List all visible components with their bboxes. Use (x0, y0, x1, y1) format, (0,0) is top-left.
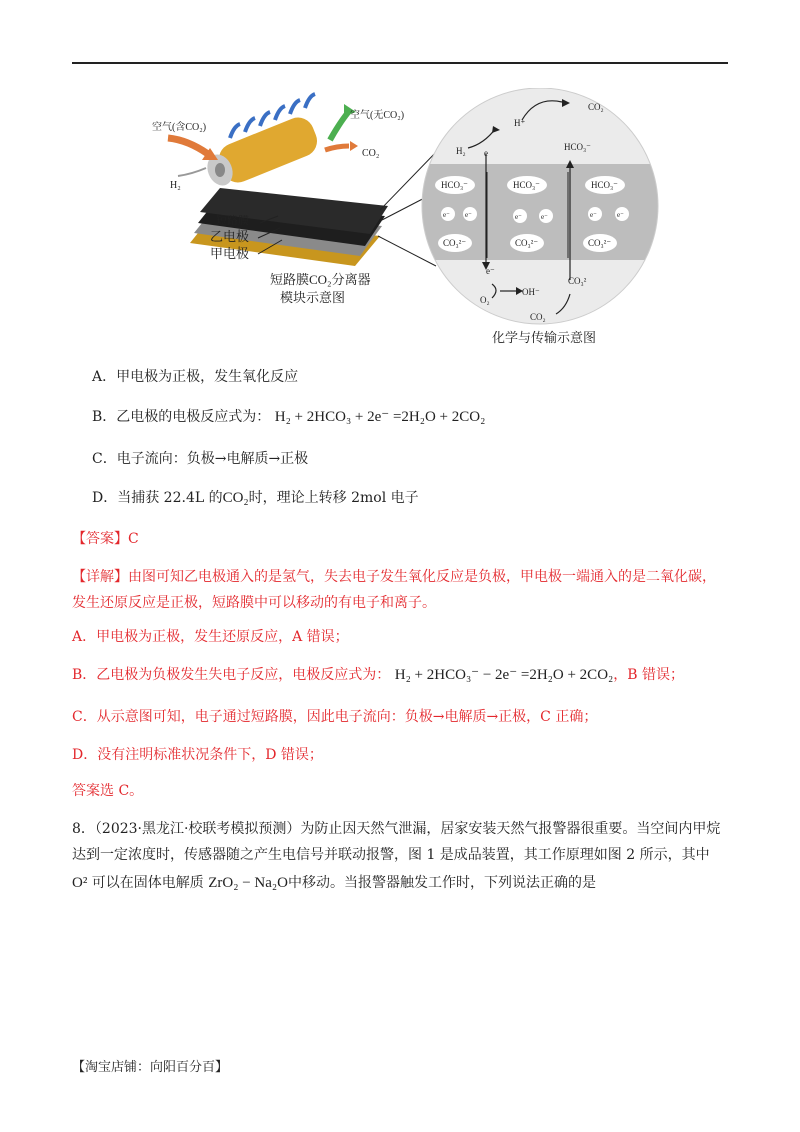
header-rule (72, 62, 728, 64)
q8-line-3 (72, 872, 596, 892)
q8-line-1: 8．（2023·黑龙江·校联考模拟预测）为防止因天然气泄漏，居家安装天然气报警器很重要。当空间内甲烷 (72, 821, 721, 837)
q8-o2-ion: O² (72, 875, 88, 891)
option-b-prefix: B．乙电极的电极反应式为： (92, 409, 271, 425)
label-e-3: e⁻ (515, 213, 522, 221)
label-h2: H₂ (170, 180, 181, 191)
label-e-6: e⁻ (617, 211, 624, 219)
label-co2-top: CO₂ (588, 102, 604, 112)
label-hco3-top: HCO₃⁻ (564, 142, 591, 152)
answer-label: 【答案】 (72, 531, 128, 547)
label-o2: O₂ (480, 295, 490, 305)
detail-text-1: 由图可知乙电极通入的是氢气，失去电子发生氧化反应是负极，甲电极一端通入的是二氧化碳， (128, 569, 716, 585)
label-e-4: e⁻ (541, 213, 548, 221)
caption-module-2: 模块示意图 (280, 290, 346, 305)
h2-in-arrow (178, 168, 206, 176)
caption-module: 短路膜CO₂分离器 (270, 272, 371, 287)
label-e-5: e⁻ (590, 211, 597, 219)
option-b-equation: H₂ + 2HCO₃ + 2e⁻ =2H₂O + 2CO₂ (274, 409, 486, 425)
label-air-out: 空气(无CO₂) (350, 110, 405, 121)
answer-line (72, 528, 139, 548)
label-hco3-1: HCO₃⁻ (441, 180, 468, 190)
label-hco3-3: HCO₃⁻ (591, 180, 618, 190)
label-e-2: e⁻ (465, 211, 472, 219)
detail-b-suffix: ，B 错误； (613, 667, 685, 683)
label-hco3-2: HCO₃⁻ (513, 180, 540, 190)
option-d-suffix: 时，理论上转移 2mol 电子 (248, 490, 419, 506)
detail-line-2: 发生还原反应是正极，短路膜中可以移动的有电子和离子。 (72, 595, 436, 611)
label-co2: CO₂ (362, 148, 380, 159)
label-h2-right: H₂ (456, 146, 466, 156)
label-e-1: e⁻ (443, 211, 450, 219)
label-e-top: e (484, 148, 488, 158)
label-co3-1: CO₃²⁻ (443, 238, 467, 248)
option-d-co2: CO₂ (222, 490, 249, 506)
detail-conclusion: 答案选 C。 (72, 783, 144, 799)
caption-chemistry: 化学与传输示意图 (492, 330, 597, 345)
detail-c: C．从示意图可知，电子通过短路膜，因此电子流向：负极→电解质→正极，C 正确； (72, 709, 598, 725)
option-d-prefix: D．当捕获 22.4L 的 (92, 490, 223, 506)
q8-line-3-suffix: 中移动。当报警器触发工作时，下列说法正确的是 (287, 875, 596, 891)
label-air-in: 空气(含CO₂) (152, 122, 207, 133)
co2-separator-figure (130, 88, 660, 350)
label-co3-3: CO₃²⁻ (588, 238, 612, 248)
label-co2-bottom: CO₂ (530, 312, 546, 322)
detail-b-prefix: B．乙电极为负极发生失电子反应，电极反应式为： (72, 667, 391, 683)
detail-label: 【详解】 (72, 569, 128, 585)
detail-b (72, 664, 684, 684)
option-b (92, 406, 485, 426)
option-a: A．甲电极为正极，发生氧化反应 (92, 369, 299, 385)
label-h-plus: H⁺ (514, 118, 526, 128)
answer-value: C (128, 531, 139, 547)
label-oh: OH⁻ (522, 287, 540, 297)
detail-line-1 (72, 566, 716, 586)
label-co3-bottom: CO₃² (568, 276, 587, 286)
label-membrane: 短路膜 (216, 215, 249, 227)
detail-d: D．没有注明标准状况条件下，D 错误； (72, 747, 323, 763)
air-in-arrow (168, 138, 208, 154)
label-electrode-a: 甲电极 (210, 246, 250, 261)
label-electrode-b: 乙电极 (210, 229, 250, 244)
detail-b-equation: H₂ + 2HCO₃⁻ − 2e⁻ =2H₂O + 2CO₂ (394, 667, 614, 683)
detail-a: A．甲电极为正极，发生还原反应，A 错误； (72, 629, 349, 645)
footer-shop: 【淘宝店铺：向阳百分百】 (72, 1060, 229, 1075)
chemistry-transport-diagram (420, 88, 660, 324)
label-e-bottom: e⁻ (486, 266, 495, 276)
co2-out-arrow (325, 146, 349, 150)
q8-electrolyte-formula: ZrO₂ − Na₂O (208, 875, 288, 891)
label-co3-2: CO₃²⁻ (515, 238, 539, 248)
q8-line-3-mid: 可以在固体电解质 (91, 875, 204, 891)
q8-line-2: 达到一定浓度时，传感器随之产生电信号并联动报警，图 1 是成品装置，其工作原理如图 2 所示，其中 (72, 847, 710, 863)
option-c: C．电子流向：负极→电解质→正极 (92, 451, 309, 467)
option-d (92, 487, 419, 507)
